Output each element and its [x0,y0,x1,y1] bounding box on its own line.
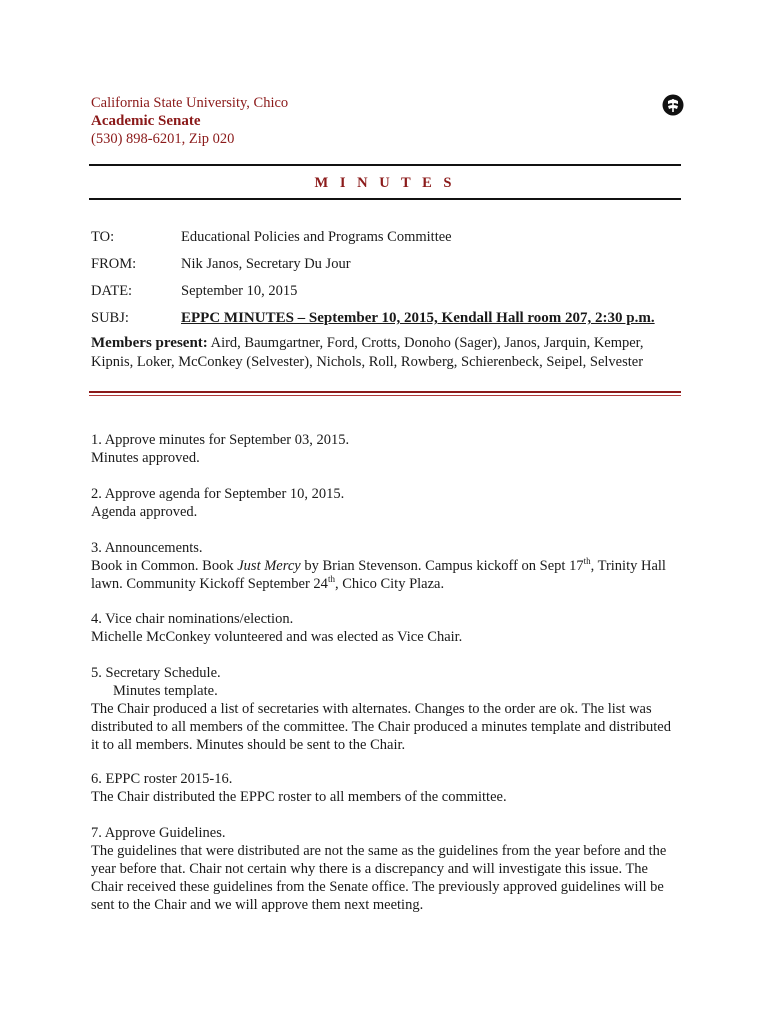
university-seal-icon [662,94,684,116]
members-names: Aird, Baumgartner, Ford, Crotts, Donoho (Sager), Janos, Jarquin, Kemper, Kipnis, Loker, McConkey (Selvester), Nichols, Roll, Rowberg, Schierenbeck, Seipel, Selvester [91,335,644,370]
item-text: Book in Common. Book [91,558,238,574]
ordinal-suffix: th [327,574,335,585]
contact-info: (530) 898-6201, Zip 020 [91,131,235,147]
item-heading: 6. EPPC roster 2015-16. [91,771,233,787]
agenda-item-4 [91,610,681,646]
memo-date-label: DATE: [91,283,133,299]
section-rule [89,391,681,393]
item-body: The Chair produced a list of secretaries with alternates. Changes to the order are ok. The list was distributed to all members of the committee. The Chair produced a minutes template and distributed it to all members. Minutes should be sent to the Chair. [91,701,671,753]
members-present [91,334,683,372]
agenda-item-5 [91,664,681,754]
letterhead [91,94,288,148]
item-text: , Trinity Hall lawn. Community Kickoff September 24 [91,558,666,592]
header-rule-top [89,164,681,166]
document-title: M I N U T E S [314,175,456,191]
item-body: Michelle McConkey volunteered and was elected as Vice Chair. [91,629,463,645]
members-label: Members present: [91,335,208,351]
agenda-item-2 [91,485,681,521]
ordinal-suffix: th [583,556,591,567]
header-rule-bottom [89,198,681,200]
item-body [91,557,681,593]
item-heading: 1. Approve minutes for September 03, 2015. [91,432,350,448]
item-text: by Brian Stevenson. Campus kickoff on Sept 17 [300,558,584,574]
item-subheading: Minutes template. [113,683,218,699]
item-heading: 2. Approve agenda for September 10, 2015. [91,486,345,502]
memo-date-value: September 10, 2015 [181,283,298,299]
item-body: The guidelines that were distributed are not the same as the guidelines from the year before and the year before that. Chair not certain why there is a discrepancy and will investigate this issue. The Chair received these guidelines from the Senate office. The previously approved guidelines will be sent to the Chair and we will approve them next meeting. [91,843,667,913]
item-heading: 7. Approve Guidelines. [91,825,226,841]
item-body: The Chair distributed the EPPC roster to all members of the committee. [91,789,507,805]
item-heading: 4. Vice chair nominations/election. [91,611,294,627]
item-body: Minutes approved. [91,450,200,466]
agenda-item-7 [91,824,681,914]
memo-to-label: TO: [91,229,115,245]
memo-subj-label: SUBJ: [91,310,129,326]
memo-subj-value: EPPC MINUTES – September 10, 2015, Kendall Hall room 207, 2:30 p.m. [181,310,655,326]
memo-from-label: FROM: [91,256,137,272]
item-text: , Chico City Plaza. [334,576,445,592]
agenda-item-6 [91,770,681,806]
item-body: Agenda approved. [91,504,198,520]
university-name: California State University, Chico [91,95,289,111]
agenda-item-3 [91,539,681,593]
agenda-item-1 [91,431,681,467]
item-heading: 3. Announcements. [91,540,203,556]
item-heading: 5. Secretary Schedule. [91,665,221,681]
section-rule-thin [89,395,681,396]
book-title: Just Mercy [237,558,301,574]
senate-name: Academic Senate [91,113,201,129]
memo-from-value: Nik Janos, Secretary Du Jour [181,256,351,272]
memo-to-value: Educational Policies and Programs Committee [181,229,452,245]
